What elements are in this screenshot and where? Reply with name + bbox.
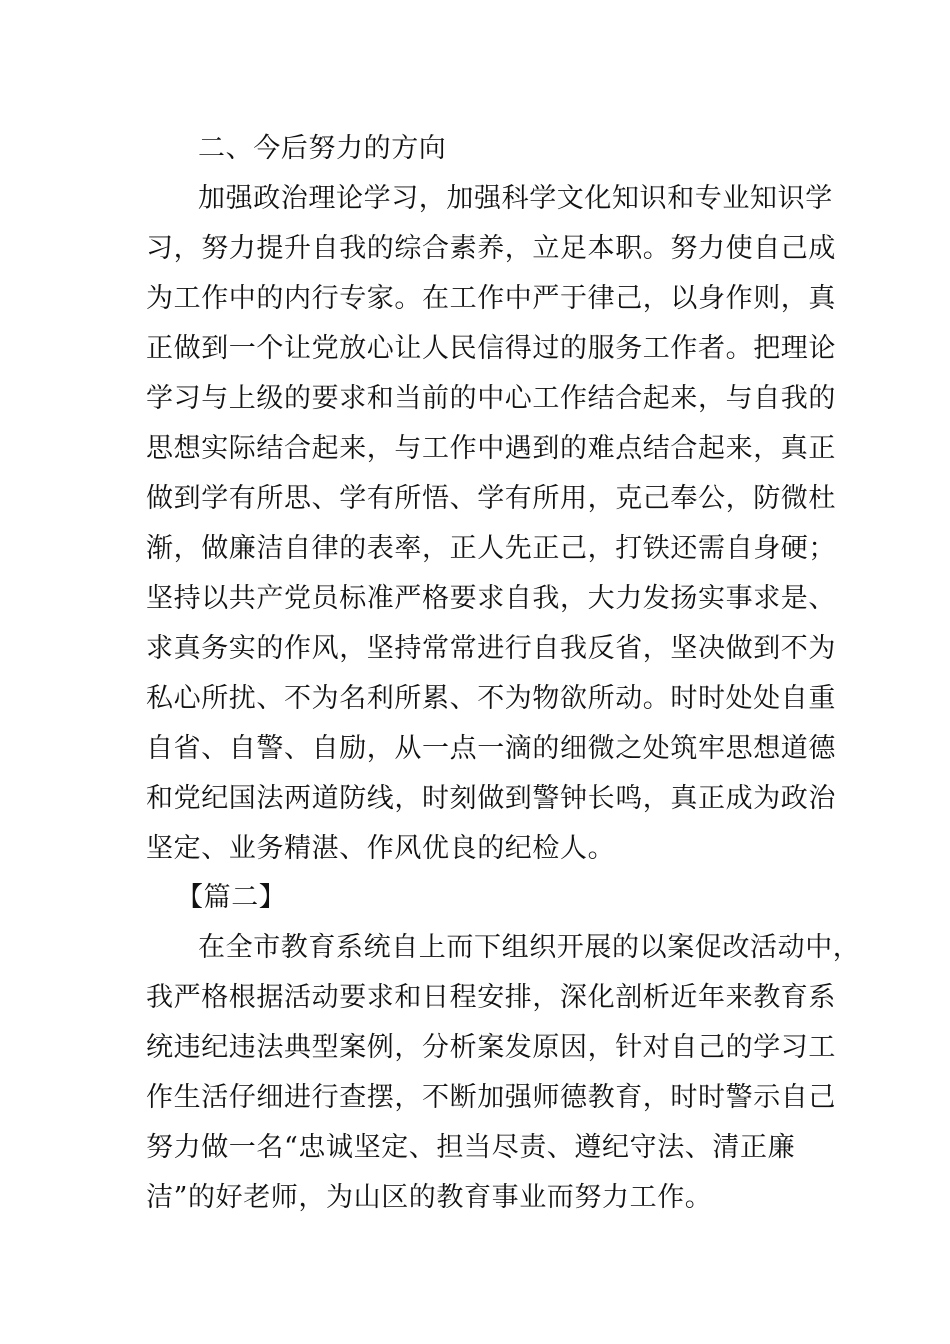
paragraph-line: 学习与上级的要求和当前的中心工作结合起来，与自我的 xyxy=(146,383,836,414)
paragraph-line: 洁”的好老师，为山区的教育事业而努力工作。 xyxy=(146,1182,713,1213)
paragraph-line: 努力做一名“忠诚坚定、担当尽责、遵纪守法、清正廉 xyxy=(146,1132,796,1163)
paragraph-line: 坚定、业务精湛、作风优良的纪检人。 xyxy=(146,833,616,864)
paragraph-line: 加强政治理论学习，加强科学文化知识和专业知识学 xyxy=(198,183,833,214)
paragraph-line: 自省、自警、自励，从一点一滴的细微之处筑牢思想道德 xyxy=(146,733,836,764)
paragraph-line: 私心所扰、不为名利所累、不为物欲所动。时时处处自重 xyxy=(146,683,836,714)
paragraph-line: 做到学有所思、学有所悟、学有所用，克己奉公，防微杜 xyxy=(146,483,836,514)
section-heading: 二、今后努力的方向 xyxy=(198,133,447,164)
paragraph-line: 正做到一个让党放心让人民信得过的服务工作者。把理论 xyxy=(146,333,836,364)
paragraph-line: 习，努力提升自我的综合素养，立足本职。努力使自己成 xyxy=(146,233,836,264)
paragraph-line: 在全市教育系统自上而下组织开展的以案促改活动中， xyxy=(198,932,861,963)
paragraph-line: 统违纪违法典型案例，分析案发原因，针对自己的学习工 xyxy=(146,1032,836,1063)
paragraph-line: 思想实际结合起来，与工作中遇到的难点结合起来，真正 xyxy=(146,433,836,464)
paragraph-line: 为工作中的内行专家。在工作中严于律己，以身作则，真 xyxy=(146,283,836,314)
paragraph-line: 作生活仔细进行查摆，不断加强师德教育，时时警示自己 xyxy=(146,1082,836,1113)
section-marker: 【篇二】 xyxy=(176,882,287,913)
paragraph-line: 渐，做廉洁自律的表率，正人先正己，打铁还需自身硬； xyxy=(146,533,836,564)
paragraph-line: 我严格根据活动要求和日程安排，深化剖析近年来教育系 xyxy=(146,982,836,1013)
paragraph-line: 求真务实的作风，坚持常常进行自我反省，坚决做到不为 xyxy=(146,633,836,664)
paragraph-line: 和党纪国法两道防线，时刻做到警钟长鸣，真正成为政治 xyxy=(146,783,836,814)
paragraph-line: 坚持以共产党员标准严格要求自我，大力发扬实事求是、 xyxy=(146,583,836,614)
